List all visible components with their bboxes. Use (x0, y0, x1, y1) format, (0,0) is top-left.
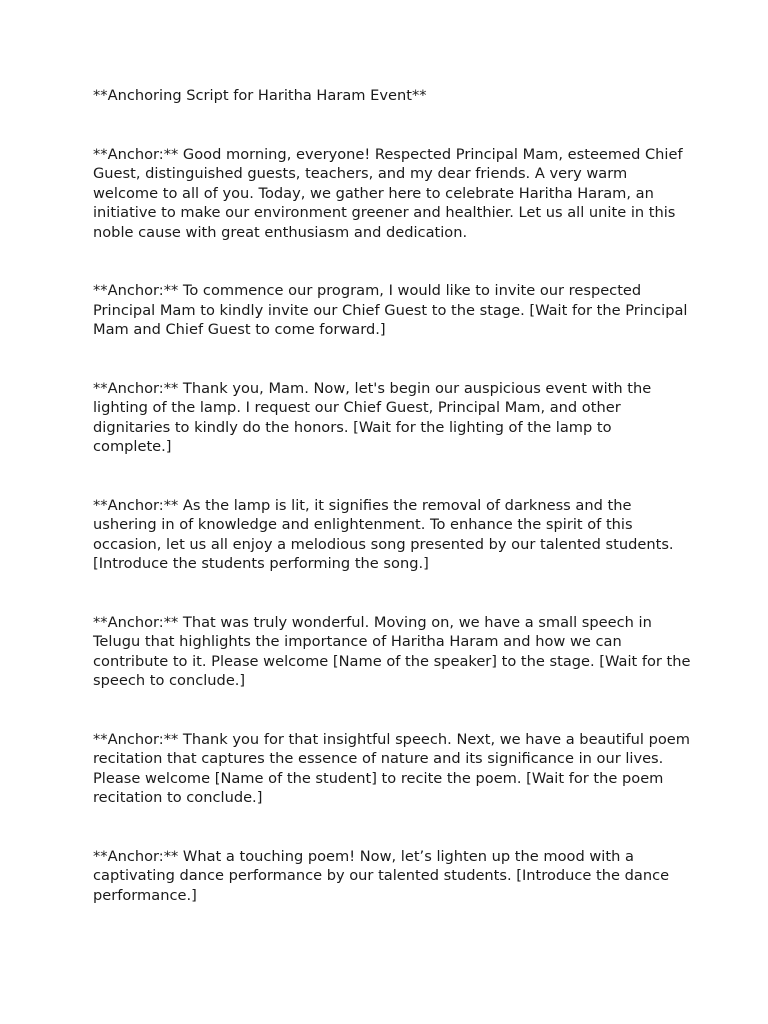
script-paragraph-3: **Anchor:** Thank you, Mam. Now, let's begin our auspicious event with the lighting of the lamp. I request our Chief Guest, Principal Mam, and other dignitaries to kindly do the honors. [Wait for the lighting of the lamp to complete.] (93, 379, 652, 455)
script-paragraph-6: **Anchor:** Thank you for that insightful speech. Next, we have a beautiful poem recitation that captures the essence of nature and its significance in our lives. Please welcome [Name of the student] to recite the poem. [Wait for the poem recitation to conclude.] (93, 730, 690, 806)
script-paragraph-7: **Anchor:** What a touching poem! Now, let’s lighten up the mood with a captivating dance performance by our talented students. [Introduce the dance performance.] (93, 847, 670, 904)
document-page (93, 86, 693, 944)
document-title: **Anchoring Script for Haritha Haram Event** (93, 87, 427, 104)
script-paragraph-4: **Anchor:** As the lamp is lit, it signifies the removal of darkness and the ushering in of knowledge and enlightenment. To enhance the spirit of this occasion, let us all enjoy a melodious song presented by our talented students. [Introduce the students performing the song.] (93, 496, 674, 572)
script-paragraph-1: **Anchor:** Good morning, everyone! Respected Principal Mam, esteemed Chief Guest, distinguished guests, teachers, and my dear friends. A very warm welcome to all of you. Today, we gather here to celebrate Haritha Haram, an initiative to make our environment greener and healthier. Let us all unite in this noble cause with great enthusiasm and dedication. (93, 145, 683, 241)
script-paragraph-5: **Anchor:** That was truly wonderful. Moving on, we have a small speech in Telugu that highlights the importance of Haritha Haram and how we can contribute to it. Please welcome [Name of the speaker] to the stage. [Wait for the speech to conclude.] (93, 613, 691, 689)
script-paragraph-2: **Anchor:** To commence our program, I would like to invite our respected Principal Mam to kindly invite our Chief Guest to the stage. [Wait for the Principal Mam and Chief Guest to come forward.] (93, 282, 688, 338)
